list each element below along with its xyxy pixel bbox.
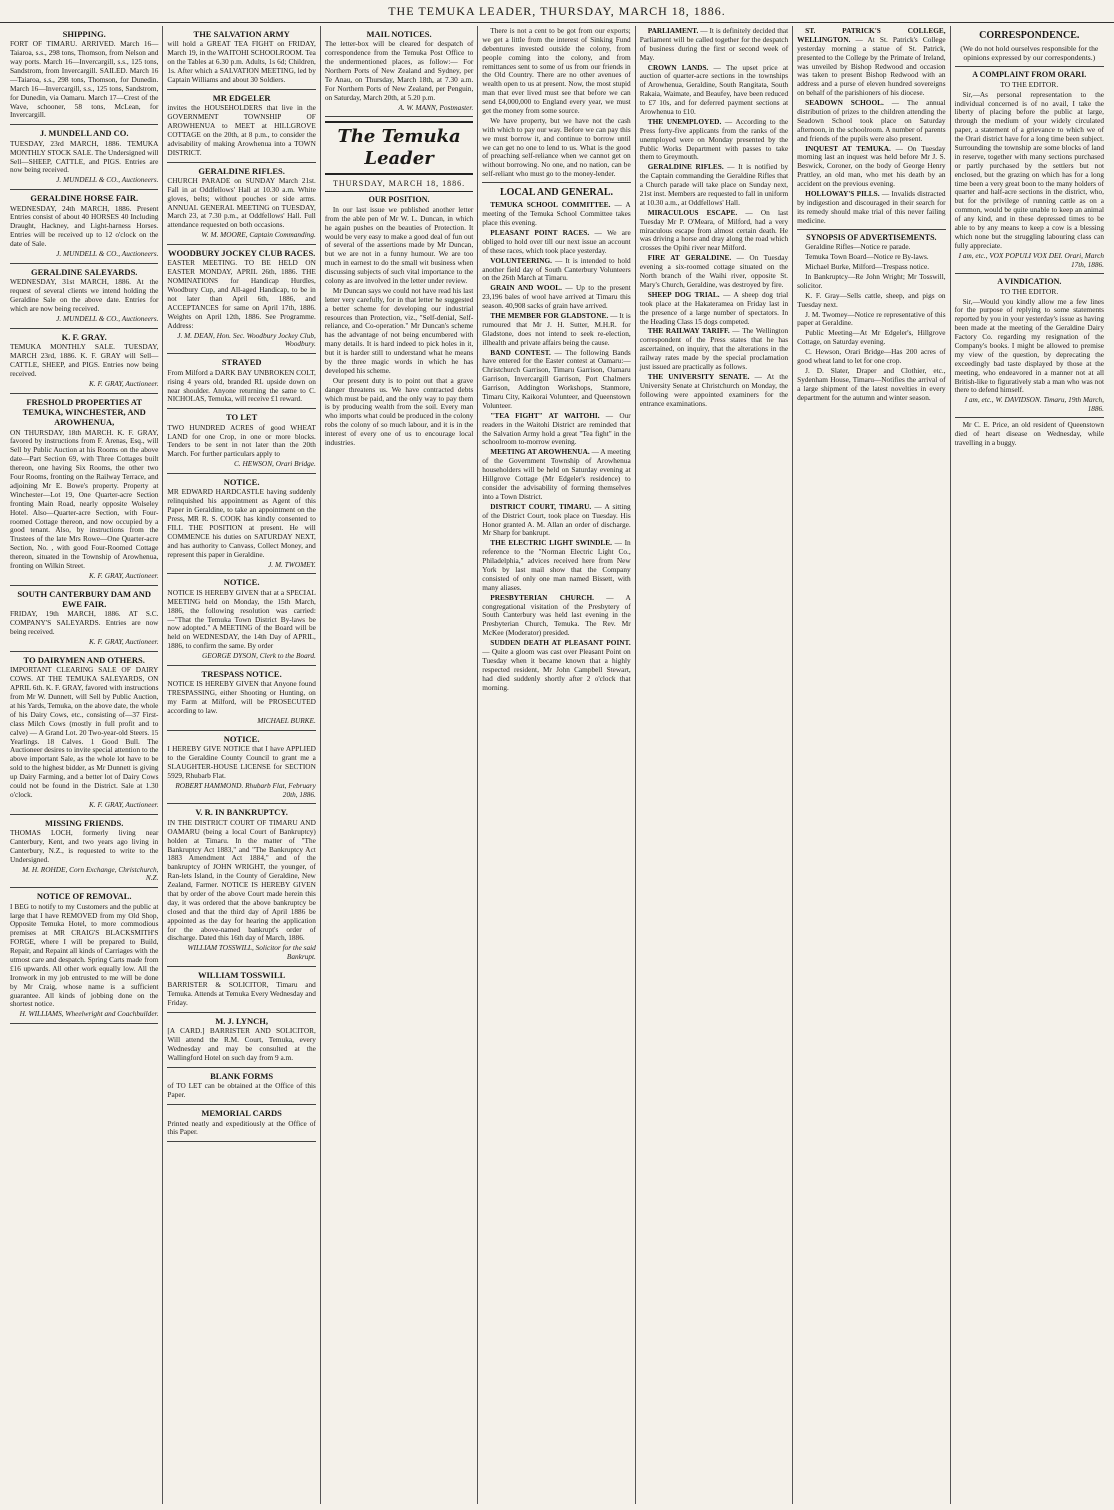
news-paragraph-lead: THE RAILWAY TARIFF. xyxy=(647,326,730,336)
news-paragraph-text: It is definitely decided that Parliament will be called together for the despatch of business during the first or second week of May. xyxy=(639,26,789,62)
news-paragraph-text: It is intended to hold another field day of South Canterbury Volunteers on the 26th March at Timaru. xyxy=(482,255,631,283)
advertisement-heading: GERALDINE HORSE FAIR. xyxy=(30,193,139,204)
correspondence-disclaimer: (We do not hold ourselves responsible for the opinions expressed by our correspondents.) xyxy=(960,44,1099,63)
news-paragraph-lead: BAND CONTEST. xyxy=(490,347,551,357)
advertisement-text: TUESDAY, 23rd MARCH, 1886. TEMUKA MONTHLY STOCK SALE. The Undersigned will Sell—SHEEP, CATTLE, and PIGS. Entries are now being received. xyxy=(10,138,159,175)
mail-notices xyxy=(325,26,473,117)
news-paragraph xyxy=(640,327,788,371)
lead-separator: — xyxy=(721,116,736,126)
advertisement-heading: J. MUNDELL AND CO. xyxy=(39,128,129,139)
news-paragraph-text: Our readers in the Waitohi District are reminded that the Salvation Army hold a great "Tea fight" in the schoolroom to-morrow evening. xyxy=(482,410,631,447)
advertisement xyxy=(167,474,315,574)
advertisement-heading: V. R. IN BANKRUPTCY. xyxy=(195,807,288,818)
lead-separator: — xyxy=(708,62,726,72)
news-paragraph xyxy=(482,229,630,256)
news-paragraph xyxy=(797,99,945,143)
news-paragraph xyxy=(797,27,945,98)
lead-separator: — xyxy=(890,143,908,153)
news-paragraph xyxy=(640,27,788,63)
divider xyxy=(797,229,945,230)
editorial-paragraph: We have property, but we have not the cash with which to pay our way. Before we can pay this we must borrow it, and continue to borrow until we can get no one to lend to us. What is the good of preaching self-reliance when we cannot get on without borrowing. No one, and no nation, can be self-reliant who must go to the money-lender. xyxy=(482,115,631,179)
letter-2-heading: A VINDICATION. xyxy=(997,276,1062,286)
news-paragraph xyxy=(640,209,788,253)
mail-notices-text: The letter-box will be cleared for despatch of correspondence from the Temuka Post Office to the undermentioned places, as follow:— For Northern Ports of New Zealand and Sydney, per Te Anau, on Thursday, March 18th, at 7.30 a.m. For Northern Ports of New Zealand, per Penguin, on Saturday, March 20th, at 5.20 p.m. xyxy=(324,39,474,102)
news-paragraph-text: At St. Patrick's College yesterday morning a statue of St. Patrick, presented to the College by the Primate of Ireland, was unveiled by Bishop Redwood and occasion was taken to present Bishop Redwood with an address and a purse of eleven hundred sovereigns on behalf of the parishioners of his diocese. xyxy=(797,34,946,98)
advertisement xyxy=(167,90,315,163)
news-paragraph xyxy=(482,539,630,592)
news-paragraph-lead: VOLUNTEERING. xyxy=(490,255,552,265)
advertisement-heading: SOUTH CANTERBURY DAM AND EWE FAIR. xyxy=(17,588,152,610)
news-paragraph-lead: THE ELECTRIC LIGHT SWINDLE. xyxy=(490,538,612,548)
news-paragraph-lead: PRESBYTERIAN CHURCH. xyxy=(490,592,594,602)
synopsis-item: In Bankruptcy—Re John Wright; Mr Tosswill, solicitor. xyxy=(797,272,946,290)
advertisement-text: WEDNESDAY, 31st MARCH, 1886. At the request of several clients we intend holding the Geraldine Sale on the above date. Entries for which are now being received. xyxy=(10,277,159,313)
editorial-paragraph: Our present duty is to point out that a grave danger threatens us. We have contracted debts which must be paid, and the only way to pay them is by producing wealth from the soil. Every man who imports what could be produced in the colony robs the colony of so much labour, and it is in the interest of every one of us to encourage local industries. xyxy=(324,375,474,448)
news-paragraph-lead: HOLLOWAY'S PILLS. xyxy=(805,189,880,199)
lead-separator: — xyxy=(729,326,743,336)
news-paragraph-text: The upset price at auction of quarter-acre sections in the townships of Arowhenua, Geraldine, South Rangitata, South Rakaia, Waimate, and Beaufey, have been reduced to £7 10s, and for deferred payment sections at Arowhenua to £10. xyxy=(639,62,789,117)
advertisement-signature: M. H. ROHDE, Corn Exchange, Christchurch, N.Z. xyxy=(22,864,159,883)
advertisement xyxy=(10,125,158,190)
advertisement-signature: J. M. DEAN, Hon. Sec. Woodbury Jockey Club, Woodbury. xyxy=(177,330,316,349)
lead-separator: — xyxy=(589,228,607,237)
synopsis-item: Michael Burke, Milford—Trespass notice. xyxy=(805,262,930,272)
advertisement xyxy=(10,190,158,264)
lead-separator: — xyxy=(723,162,739,172)
news-paragraph-lead: SUDDEN DEATH AT PLEASANT POINT. xyxy=(490,638,631,648)
advertisement xyxy=(10,329,158,394)
advertisement-text: TEMUKA MONTHLY SALE. TUESDAY, MARCH 23rd, 1886. K. F. GRAY will Sell—CATTLE, SHEEP, and PIGS. Entries now being received. xyxy=(10,342,159,378)
lead-separator: — xyxy=(589,447,601,457)
advertisement-heading: NOTICE. xyxy=(223,733,260,744)
news-paragraph xyxy=(640,163,788,207)
column-6 xyxy=(793,26,950,1504)
news-paragraph-text: Quite a gloom was cast over Pleasant Point on Tuesday when it became known that a highly respected resident, Mr John Campbell Stewart, had died suddenly shortly after 2 o'clock that morning. xyxy=(482,646,631,692)
news-paragraph-text: A meeting of the Temuka School Committee takes place this evening. xyxy=(482,200,631,228)
advertisement-signature: W. M. MOORE, Captain Commanding. xyxy=(201,230,316,240)
news-paragraph-text: We are obliged to hold over till our next issue an account of these races, which took place yesterday. xyxy=(482,228,631,255)
advertisement xyxy=(10,888,158,1024)
advertisement-signature: K. F. GRAY, Auctioneer. xyxy=(89,799,159,809)
news-paragraph-text: The following Bands have entered for the Easter contest at Oamaru:—Christchurch Garrison, Timaru Garrison, Oamaru Garrison, Invercargill Garrison, Port Chalmers Garrison, Addington Workshops, Stanmore, Timaru City, Kaikorai Volunteer, and Queenstown Volunteer. xyxy=(482,347,631,410)
news-paragraph xyxy=(482,639,630,692)
local-and-general-heading: LOCAL AND GENERAL. xyxy=(499,187,614,199)
lead-separator: — xyxy=(698,26,710,35)
editorial-heading: OUR POSITION. xyxy=(368,195,430,205)
advertisement-text: of TO LET can be obtained at the Office of this Paper. xyxy=(167,1081,316,1100)
lead-separator: — xyxy=(593,592,626,602)
news-paragraph-lead: SEADOWN SCHOOL. xyxy=(805,98,884,108)
advertisement-text: TWO HUNDRED ACRES of good WHEAT LAND for one Crop, in one or more blocks. Tenders to be sent in not later than the 20th March. For further particulars apply to xyxy=(167,422,316,459)
advertisement-heading: GERALDINE SALEYARDS. xyxy=(30,266,138,277)
lead-separator: — xyxy=(551,255,566,265)
lead-separator: — xyxy=(719,289,734,299)
column-5 xyxy=(636,26,793,1504)
advertisement xyxy=(10,394,158,586)
advertisement xyxy=(10,586,158,652)
lead-separator: — xyxy=(561,283,577,293)
synopsis-item: K. F. Gray—Sells cattle, sheep, and pigs on Tuesday next. xyxy=(797,290,946,309)
synopsis-list xyxy=(797,243,945,402)
news-paragraph xyxy=(482,284,630,311)
lead-separator: — xyxy=(611,538,625,548)
issue-date: THURSDAY, MARCH 18, 1886. xyxy=(325,179,473,192)
advertisement-text: MR EDWARD HARDCASTLE having suddenly relinquished his appointment as Agent of this Paper in Geraldine, to take an appointment on the Press, MR R. S. COOK has kindly consented to FILL THE POSITION at present. He will COMMENCE his duties on SATURDAY NEXT, and has authority to Canvass, Collect Money, and represent this paper in Geraldine. xyxy=(167,487,316,559)
synopsis-item: C. Hewson, Orari Bridge—Has 200 acres of good wheat land to let for one crop. xyxy=(797,347,946,366)
advertisement xyxy=(167,731,315,805)
advertisement xyxy=(167,1013,315,1068)
advertisement-text: Printed neatly and expeditiously at the Office of this Paper. xyxy=(167,1118,316,1137)
advertisement-heading: TO DAIRYMEN AND OTHERS. xyxy=(23,655,145,666)
news-paragraph xyxy=(640,373,788,409)
synopsis-item: Geraldine Rifles—Notice re parade. xyxy=(805,242,911,252)
news-paragraph-text: The Wellington correspondent of the Press states that he has ascertained, on inquiry, that the alterations in the railway rates made by the special proclamation just issued are practically as follows. xyxy=(639,326,789,371)
correspondence-heading: CORRESPONDENCE. xyxy=(979,30,1080,41)
synopsis-heading: SYNOPSIS OF ADVERTISEMENTS. xyxy=(806,232,937,242)
news-paragraph-lead: THE UNEMPLOYED. xyxy=(647,116,722,126)
advertisement-text: WEDNESDAY, 24th MARCH, 1886. Present Entries consist of about 40 HORSES 40 Including Draught, Hackney, and Light-harness Horses. Entries will be received up to 12 o'clock on the date of Sale. xyxy=(10,203,159,249)
advertisement-signature: H. WILLIAMS, Wheelwright and Coachbuilder. xyxy=(19,1009,159,1019)
lead-separator: — xyxy=(850,34,868,44)
advertisement xyxy=(167,163,315,246)
column-7 xyxy=(951,26,1108,1504)
synopsis-item: Public Meeting—At Mr Edgeler's, Hillgrove Cottage, on Saturday evening. xyxy=(797,328,946,347)
column-3 xyxy=(321,26,478,1504)
advertisement-text: NOTICE IS HEREBY GIVEN that at a SPECIAL MEETING held on Monday, the 15th March, 1886, the following resolution was carried:—"That the Temuka Town District By-laws be now adopted." A MEETING of the Board will be held on WEDNESDAY, the 14th Day of APRIL, 1886, to confirm the same. By order xyxy=(167,587,316,651)
news-paragraph-lead: INQUEST AT TEMUKA. xyxy=(805,143,891,153)
news-paragraph-text: It is notified by the Captain commanding the Geraldine Rifles that a Church parade will take place on Sunday next, 21st inst. Members are requested to fall in uniform at 10.30 a.m., at Oddfellows' Hall. xyxy=(639,162,789,207)
advertisement xyxy=(167,804,315,967)
news-paragraph-text: It is rumoured that Mr J. H. Sutter, M.H.R. for Gladstone, does not intend to seek re-election, illhealth and private affairs being the cause. xyxy=(482,311,631,347)
news-paragraph-text: On Tuesday evening a six-roomed cottage situated on the North branch of the Waihi river, opposite St. Mary's Church, Geraldine, was destroyed by fire. xyxy=(639,253,789,289)
editorial-body xyxy=(325,206,473,448)
advertisement-heading: GERALDINE RIFLES. xyxy=(198,165,285,176)
advertisement-heading: K. F. GRAY. xyxy=(61,331,107,342)
advertisement-heading: MEMORIAL CARDS xyxy=(201,1108,282,1119)
column-2 xyxy=(163,26,320,1504)
lead-separator: — xyxy=(883,98,907,108)
editorial-paragraph: Mr Duncan says we could not have read his last letter very carefully, for in that letter he suggested a better scheme for developing our industrial resources than Protection, viz., "Self-denial, Self-reliance, and Co-operation." Mr Duncan's scheme has the advantage of not being encumbered with many details. It is hard indeed to pick holes in it, but it is harder still to understand what he means by the three magic words in which he has developed his scheme. xyxy=(324,285,474,375)
news-paragraph-lead: SHEEP DOG TRIAL. xyxy=(647,289,720,299)
news-paragraph-lead: DISTRICT COURT, TIMARU. xyxy=(490,501,592,511)
news-paragraph-lead: ST. PATRICK'S COLLEGE, WELLINGTON. xyxy=(797,26,946,44)
letter-1-body: Sir,—As personal representation to the individual concerned is of no avail, I take the liberty of placing before the public at large, through the medium of your widely circulated paper, a statement of a grievance to which we of the Orari district have for a long time been subject. Surrounding the township are some blocks of land in reserve, together with many sections purchased or partly purchased by the settlers but not enclosed, but the grazing on which has for a long time been a very great boon to the many holders of quarter and half-acre sections in the district, who, but for the privilege of running cattle as on a common, would be quite unable to keep an animal of any kind, and in these depressed times to be able to by any means to keep a cow is a blessing which none but the struggling labouring class can fully appreciate. xyxy=(954,89,1104,250)
news-paragraph xyxy=(640,118,788,162)
letter-2-body: Sir,—Would you kindly allow me a few lines for the purpose of replying to some statements reported by you in your yesterday's issue as having been made at the meeting of the Geraldine Dairy Factory Co. regarding my resignation of the Company's books. I might be allowed to premise my view of the question, by deprecating the exceedingly bad taste displayed by those at the meeting, who endeavored in a manner not at all British-like to figuratively stab a man who was not there to defend himself. xyxy=(954,296,1104,395)
lead-separator: — xyxy=(608,311,620,321)
advertisement-signature: C. HEWSON, Orari Bridge. xyxy=(233,459,316,469)
news-paragraph-lead: GRAIN AND WOOL. xyxy=(490,283,562,293)
news-paragraph xyxy=(797,145,945,189)
letter-1-heading: A COMPLAINT FROM ORARI. xyxy=(972,69,1087,79)
news-paragraph xyxy=(482,201,630,228)
lead-separator: — xyxy=(749,371,767,381)
advertisement-heading: BLANK FORMS xyxy=(210,1071,274,1082)
mail-notices-heading: MAIL NOTICES. xyxy=(366,29,432,39)
news-paragraph-lead: THE MEMBER FOR GLADSTONE. xyxy=(490,311,609,321)
advertisement-text: ON THURSDAY, 18th MARCH. K. F. GRAY, favored by instructions from F. Arenas, Esq., will Sell by Public Auction at his Rooms on the above date—Part Section 69, with Three Cottages built thereon, one having Six Rooms, the other two Four Rooms, fronting on the Railway Terrace, and adjoining Mr E. Bowe's property. Property at Winchester—Lot 19, One Quarter-acre Section fronting Main Road, nearly opposite Wolseley Hotel. Also—Quarter-acre Section, with Four-roomed Cottage thereon, and now occupied by a good tenant. Also, by instructions from the Trustees of the late Mrs Rowe—One Quarter-acre Section, No. , with good Four-Roomed Cottage thereon, situated in the Township of Arowhenua, fronting on Wilkin Street. xyxy=(10,427,159,570)
advertisement-text: BARRISTER & SOLICITOR, Timaru and Temuka. Attends at Temuka Every Wednesday and Friday. xyxy=(167,980,316,1008)
news-paragraph-text: A sheep dog trial took place at the Hakateramea on Friday last in the presence of a large number of spectators. In the Heading Class 15 dogs competed. xyxy=(639,289,789,326)
advertisement xyxy=(10,264,158,329)
news-paragraph-lead: THE UNIVERSITY SENATE. xyxy=(647,371,750,381)
advertisement-signature: K. F. GRAY, Auctioneer. xyxy=(89,378,159,388)
news-paragraph xyxy=(797,190,945,226)
news-paragraph xyxy=(482,448,630,501)
advertisement-heading: MISSING FRIENDS. xyxy=(45,817,124,828)
news-paragraph-lead: MIRACULOUS ESCAPE. xyxy=(647,207,738,217)
lead-separator: — xyxy=(610,200,626,210)
advertisement xyxy=(167,666,315,731)
advertisement-text: IMPORTANT CLEARING SALE OF DAIRY COWS. AT THE TEMUKA SALEYARDS, ON APRIL 6th. K. F. GRAY, favored with instructions from Mr W. Dunnett, will Sell by Public Auction, at his Yards, Temuka, on the above date, the whole of his Dairy Cows, etc., consisting of—37 First-class Milch Cows (mostly in full profit and to calve) — A Grand Lot. 20 Two-year-old Steers. 15 Yearlings. 18 Calves. 1 Good Bull. The Auctioneer desires to invite special attention to the above important Sale, as the whole lot have to be sold to the highest bidder, as Mr Dunnett is giving up Dairy Farming, and a better lot of Dairy Cows could not be found in the District. Sale at 1.30 o'clock. xyxy=(10,665,159,799)
advertisement xyxy=(10,815,158,889)
lead-separator: — xyxy=(591,501,605,511)
advertisement-text: will hold a GREAT TEA FIGHT on FRIDAY, March 19, in the WAITOHI SCHOOLROOM. Tea on the Tables at 6.30 p.m. Adults, 1s 6d; Children, 1s. After which a SALVATION MEETING, led by Captain Williams and about 30 Soldiers. xyxy=(167,39,316,84)
news-paragraph xyxy=(640,254,788,290)
news-paragraph-text: In reference to the "Norman Electric Light Co., Philadelphia," advices received here from New York by last mail show that the Company consisted of only one man named Bissett, with many aliases. xyxy=(482,538,631,592)
news-paragraph xyxy=(482,594,630,638)
news-paragraph: Mr C. E. Price, an old resident of Queenstown died of heart disease on Wednesday, while travelling in a buggy. xyxy=(954,420,1104,447)
advertisement xyxy=(167,354,315,409)
editorial-continued xyxy=(482,27,630,179)
local-news-items xyxy=(482,201,630,692)
advertisement xyxy=(167,1068,315,1105)
advertisement-heading: WILLIAM TOSSWILL xyxy=(197,970,286,981)
advertisement xyxy=(167,1105,315,1142)
advertisement-heading: NOTICE. xyxy=(223,577,260,588)
advertisement xyxy=(167,26,315,90)
newspaper-title: The Temuka Leader xyxy=(337,126,461,170)
divider xyxy=(955,66,1104,67)
news-paragraph-text: On last Tuesday Mr P. O'Meara, of Milford, had a very miraculous escape from almost certain death. He was driving a horse and dray along the road which crosses the Opihi river near Milford. xyxy=(639,207,789,253)
advertisement-text: CHURCH PARADE on SUNDAY March 21st. Fall in at Oddfellows' Hall at 10.30 a.m. White gloves, belts; without pouches or side arms. ANNUAL GENERAL MEETING on TUESDAY, March 23, at 7.30 p.m., at Oddfellows' Hall. Full attendance requested on both occasions. xyxy=(167,175,316,230)
advertisement xyxy=(167,967,315,1013)
news-paragraph-lead: FIRE AT GERALDINE. xyxy=(647,253,732,263)
advertisement-signature: K. F. GRAY, Auctioneer. xyxy=(89,570,159,580)
advertisement-signature: J. MUNDELL & CO., Auctioneers. xyxy=(56,313,159,323)
news-paragraph xyxy=(482,412,630,448)
news-paragraph xyxy=(482,257,630,284)
news-paragraph-lead: PLEASANT POINT RACES. xyxy=(490,228,590,237)
advertisement-signature: GEORGE DYSON, Clerk to the Board. xyxy=(202,651,316,661)
news-paragraph-text: A meeting of the Government Township of Arowhenua householders will be held on Saturday evening at Hillgrove Cottage (Mr Edgeler's residence) to consider the advisability of forming themselves into a Town District. xyxy=(482,447,631,501)
advertisement xyxy=(167,245,315,354)
synopsis-item: Temuka Town Board—Notice re By-laws. xyxy=(805,252,929,262)
advertisement xyxy=(10,26,158,125)
news-paragraph-text: The annual distribution of prizes to the children attending the Seadown School took place on Saturday afternoon, in the schoolroom. A number of parents and friends of the pupils were also present. xyxy=(797,98,946,143)
synopsis-item: J. D. Slater, Draper and Clothier, etc., Sydenham House, Timaru—Notifies the arrival of a large shipment of the latest novelties in every department for the autumn and winter season. xyxy=(797,365,946,402)
advertisement-text: FRIDAY, 19th MARCH, 1886. AT S.C. COMPANY'S SALEYARDS. Entries are now being received. xyxy=(10,609,159,637)
editorial-paragraph: There is not a cent to be got from our exports; we get a little from the interest of Sinking Fund debentures invested outside the colony, from people coming into the colony, and from remittances sent to some of us from our friends in the Old Country. There are no other avenues of wealth open to us at present. Now, the most stupid man that ever lived must see that before we can send £4,000,000 to England every year, we must get the money from some source. xyxy=(482,26,631,116)
news-paragraph-text: At the University Senate at Christchurch on Monday, the following were appointed examiners for the entrance examinations. xyxy=(639,371,789,408)
letter-2-addressee: TO THE EDITOR. xyxy=(1000,287,1059,297)
lead-separator: — xyxy=(599,410,620,420)
letter-1-signature: I am, etc., VOX POPULI VOX DEI. Orari, March 17th, 1886. xyxy=(958,250,1104,269)
advertisement-heading: MR EDGELER xyxy=(212,92,271,103)
news-paragraph xyxy=(482,349,630,411)
column-1 xyxy=(6,26,163,1504)
advertisement-heading: WOODBURY JOCKEY CLUB RACES. xyxy=(167,248,316,259)
newspaper-title-box xyxy=(325,121,473,175)
advertisement-heading: NOTICE. xyxy=(223,477,260,488)
advertisement-heading: TO LET xyxy=(226,412,258,423)
lead-separator: — xyxy=(879,189,892,199)
advertisement-heading: M. J. LYNCH, xyxy=(215,1016,269,1027)
advertisement-text: I HEREBY GIVE NOTICE that I have APPLIED to the Geraldine County Council to grant me a SLAUGHTER-HOUSE LICENSE for SECTION 5929, Rhubarb Flat. xyxy=(167,744,316,780)
advertisement-heading: STRAYED xyxy=(221,357,262,368)
news-paragraph xyxy=(482,503,630,539)
letter-1-addressee: TO THE EDITOR. xyxy=(1000,80,1059,90)
news-items xyxy=(797,27,945,226)
news-paragraph xyxy=(640,64,788,117)
advertisement-text: THOMAS LOCH, formerly living near Canterbury, Kent, and two years ago living in Canterbury, N.Z., is requested to write to the Undersigned. xyxy=(10,827,159,864)
advertisement-signature: J. M. TWOMEY. xyxy=(268,559,316,569)
news-paragraph xyxy=(640,291,788,327)
lead-separator: — xyxy=(731,253,750,263)
advertisement-text: From Milford a DARK BAY UNBROKEN COLT, rising 4 years old, branded RL upside down on near shoulder. Anyone returning the same to C. NICHOLAS, Temuka, will receive £1 reward. xyxy=(167,367,316,404)
lead-separator: — xyxy=(482,646,492,656)
news-paragraph-lead: "TEA FIGHT" AT WAITOHI. xyxy=(490,410,600,420)
editorial-paragraph: In our last issue we published another letter from the able pen of Mr W. L. Duncan, in which he again pushes on the beauties of Protection. It would be very easy to make a good deal of fun out of several of the assertions made by Mr Duncan, but we are not in a funny humour. We are too much in earnest to do the small wit business when discussing subjects of such vital importance to the colony as are involved in the letter under review. xyxy=(324,204,474,286)
advertisement-signature: ROBERT HAMMOND. Rhubarb Flat, February 20th, 1886. xyxy=(175,780,316,799)
lead-separator: — xyxy=(550,347,566,357)
mail-notices-signature: A. W. MANN, Postmaster. xyxy=(398,102,474,112)
advertisement-text: [A CARD.] BARRISTER AND SOLICITOR, Will attend the R.M. Court, Temuka, every Wednesday and may be consulted at the Wallingford Hotel on such day from 9 a.m. xyxy=(167,1026,316,1063)
advertisement xyxy=(167,574,315,665)
divider xyxy=(955,417,1104,418)
news-paragraph-lead: PARLIAMENT. xyxy=(647,26,699,35)
advertisement xyxy=(10,652,158,815)
advertisement-signature: J. MUNDELL & CO., Auctioneers. xyxy=(56,249,159,258)
advertisement-heading: NOTICE OF REMOVAL. xyxy=(36,891,132,902)
newspaper-columns xyxy=(6,26,1108,1504)
news-paragraph-text: On Tuesday morning last an inquest was held before Mr J. S. Beswick, Coroner, on the body of George Henry Prattley, an old man, who met his death by an accident on the previous evening. xyxy=(797,143,946,189)
advertisement-heading: THE SALVATION ARMY xyxy=(193,29,290,39)
news-paragraph-text: According to the Press forty-five applicants from the ranks of the unemployed were on Monday presented by the Public Works Department with passes to take them to Greymouth. xyxy=(639,116,789,162)
news-paragraph xyxy=(482,312,630,348)
advertisement-signature: J. MUNDELL & CO., Auctioneers. xyxy=(56,175,159,185)
news-paragraph-lead: MEETING AT AROWHENUA. xyxy=(490,447,590,457)
news-paragraph-lead: CROWN LANDS. xyxy=(647,62,709,72)
advertisement xyxy=(167,409,315,474)
news-paragraph-text: A sitting of the District Court, took place on Tuesday. His Honor granted A. M. Allan an order of discharge. Mr Sharp for bankrupt. xyxy=(482,501,631,538)
lead-separator: — xyxy=(737,207,761,217)
column-4 xyxy=(478,26,635,1504)
advertisement-text: NOTICE IS HEREBY GIVEN that Anyone found TRESPASSING, either Shooting or Hunting, on my Farm at Milford, will be PROSECUTED according to law. xyxy=(167,679,316,715)
news-paragraph-lead: TEMUKA SCHOOL COMMITTEE. xyxy=(490,200,611,210)
letter-2-signature: I am, etc., W. DAVIDSON. Timaru, 19th March, 1886. xyxy=(964,395,1104,414)
divider xyxy=(482,182,630,183)
advertisement-signature: WILLIAM TOSSWILL, Solicitor for the said Bankrupt. xyxy=(187,943,316,962)
advertisement-heading: TRESPASS NOTICE. xyxy=(201,668,282,679)
advertisement-text: FORT OF TIMARU. ARRIVED. March 16—Taiaroa, s.s., 298 tons, Thomson, from Nelson and way ports. March 16—Invercargill, s.s., 125 tons, Sandstrom, from Invercargill. SAILED. March 16—Taiaroa, s.s., 298 tons, Thomson, for Dunedin. March 16—Invercargill, s.s., 125 tons, Sandstrom, for Dunedin, via Oamaru. March 17—Crest of the Wave, schooner, 58 tons, McLean, for Invercargill. xyxy=(10,39,159,120)
advertisement-text: IN THE DISTRICT COURT OF TIMARU AND OAMARU (being a local Court of Bankruptcy) holden at Timaru. In the matter of "The Bankruptcy Act 1883," and "The Bankruptcy Act 1883 Amendment Act 1884," and of the bankruptcy of JOHN WRIGHT, the younger, of Ran-lets Island, in the County of Geraldine, New Zealand, Farmer. NOTICE IS HEREBY GIVEN that by order of the above Court made herein this day, it was ordered that the above bankruptcy be closed and that the third day of April 1886 be appointed as the day for hearing the application for the above-named bankrupt's order of discharge. Dated this 16th day of March, 1886. xyxy=(167,817,316,943)
news-paragraph-text: Invalids distracted by indigestion and discouraged in their search for its remedy should make trial of this never failing medicine. xyxy=(797,189,946,225)
advertisement-heading: SHIPPING. xyxy=(62,29,106,39)
divider xyxy=(955,273,1104,274)
advertisement-signature: MICHAEL BURKE. xyxy=(257,715,316,725)
news-paragraph-text: Up to the present 23,196 bales of wool have arrived at Timaru this season. 40,908 sacks of grain have arrived. xyxy=(482,283,631,311)
advertisement-text: invites the HOUSEHOLDERS that live in the GOVERNMENT TOWNSHIP OF AROWHENUA to MEET at HILLGROVE COTTAGE on the 20th, at 8 p.m., to consider the advisability of making Arowhenua into a TOWN DISTRICT. xyxy=(167,103,316,157)
advertisement-text: I BEG to notify to my Customers and the public at large that I have REMOVED from my Old Shop, Opposite Temuka Hotel, to more commodious premises at MR CRAIG'S BLACKSMITH'S FORGE, where I will be prepared to Build, Repair, and Repaint all kinds of Carriages with the utmost care and despatch. Spring Carts made from £16 upwards. All other work equally low. All the Ironwork in my job entrusted to me will be done by Mr Craig, whose name is a sufficient guarantee. All kinds of jobbing done on the shortest notice. xyxy=(10,901,159,1009)
news-paragraph-text: A congregational visitation of the Presbytery of South Canterbury was held last evening in the Presbyterian Church, Temuka. The Rev. Mr McKee (Moderator) presided. xyxy=(482,592,631,638)
advertisement-text: EASTER MEETING. TO BE HELD ON EASTER MONDAY, APRIL 26th, 1886. THE NOMINATIONS for Handicap Hurdles, Woodbury Cup, and All-aged Handicap, to be in not later than April 6th, 1886, and ACCEPTANCES for same on April 17th, 1886. Weights on April 12th, 1886. See Programme. Address: xyxy=(167,258,316,330)
news-paragraph-lead: GERALDINE RIFLES. xyxy=(647,162,724,172)
advertisement-heading: FRESHOLD PROPERTIES AT TEMUKA, WINCHESTER, AND AROWHENUA, xyxy=(22,396,146,428)
page-masthead: THE TEMUKA LEADER, THURSDAY, MARCH 18, 1886. xyxy=(0,0,1114,23)
synopsis-item: J. M. Twomey—Notice re representative of this paper at Geraldine. xyxy=(797,309,946,328)
advertisement-signature: K. F. GRAY, Auctioneer. xyxy=(89,637,159,647)
